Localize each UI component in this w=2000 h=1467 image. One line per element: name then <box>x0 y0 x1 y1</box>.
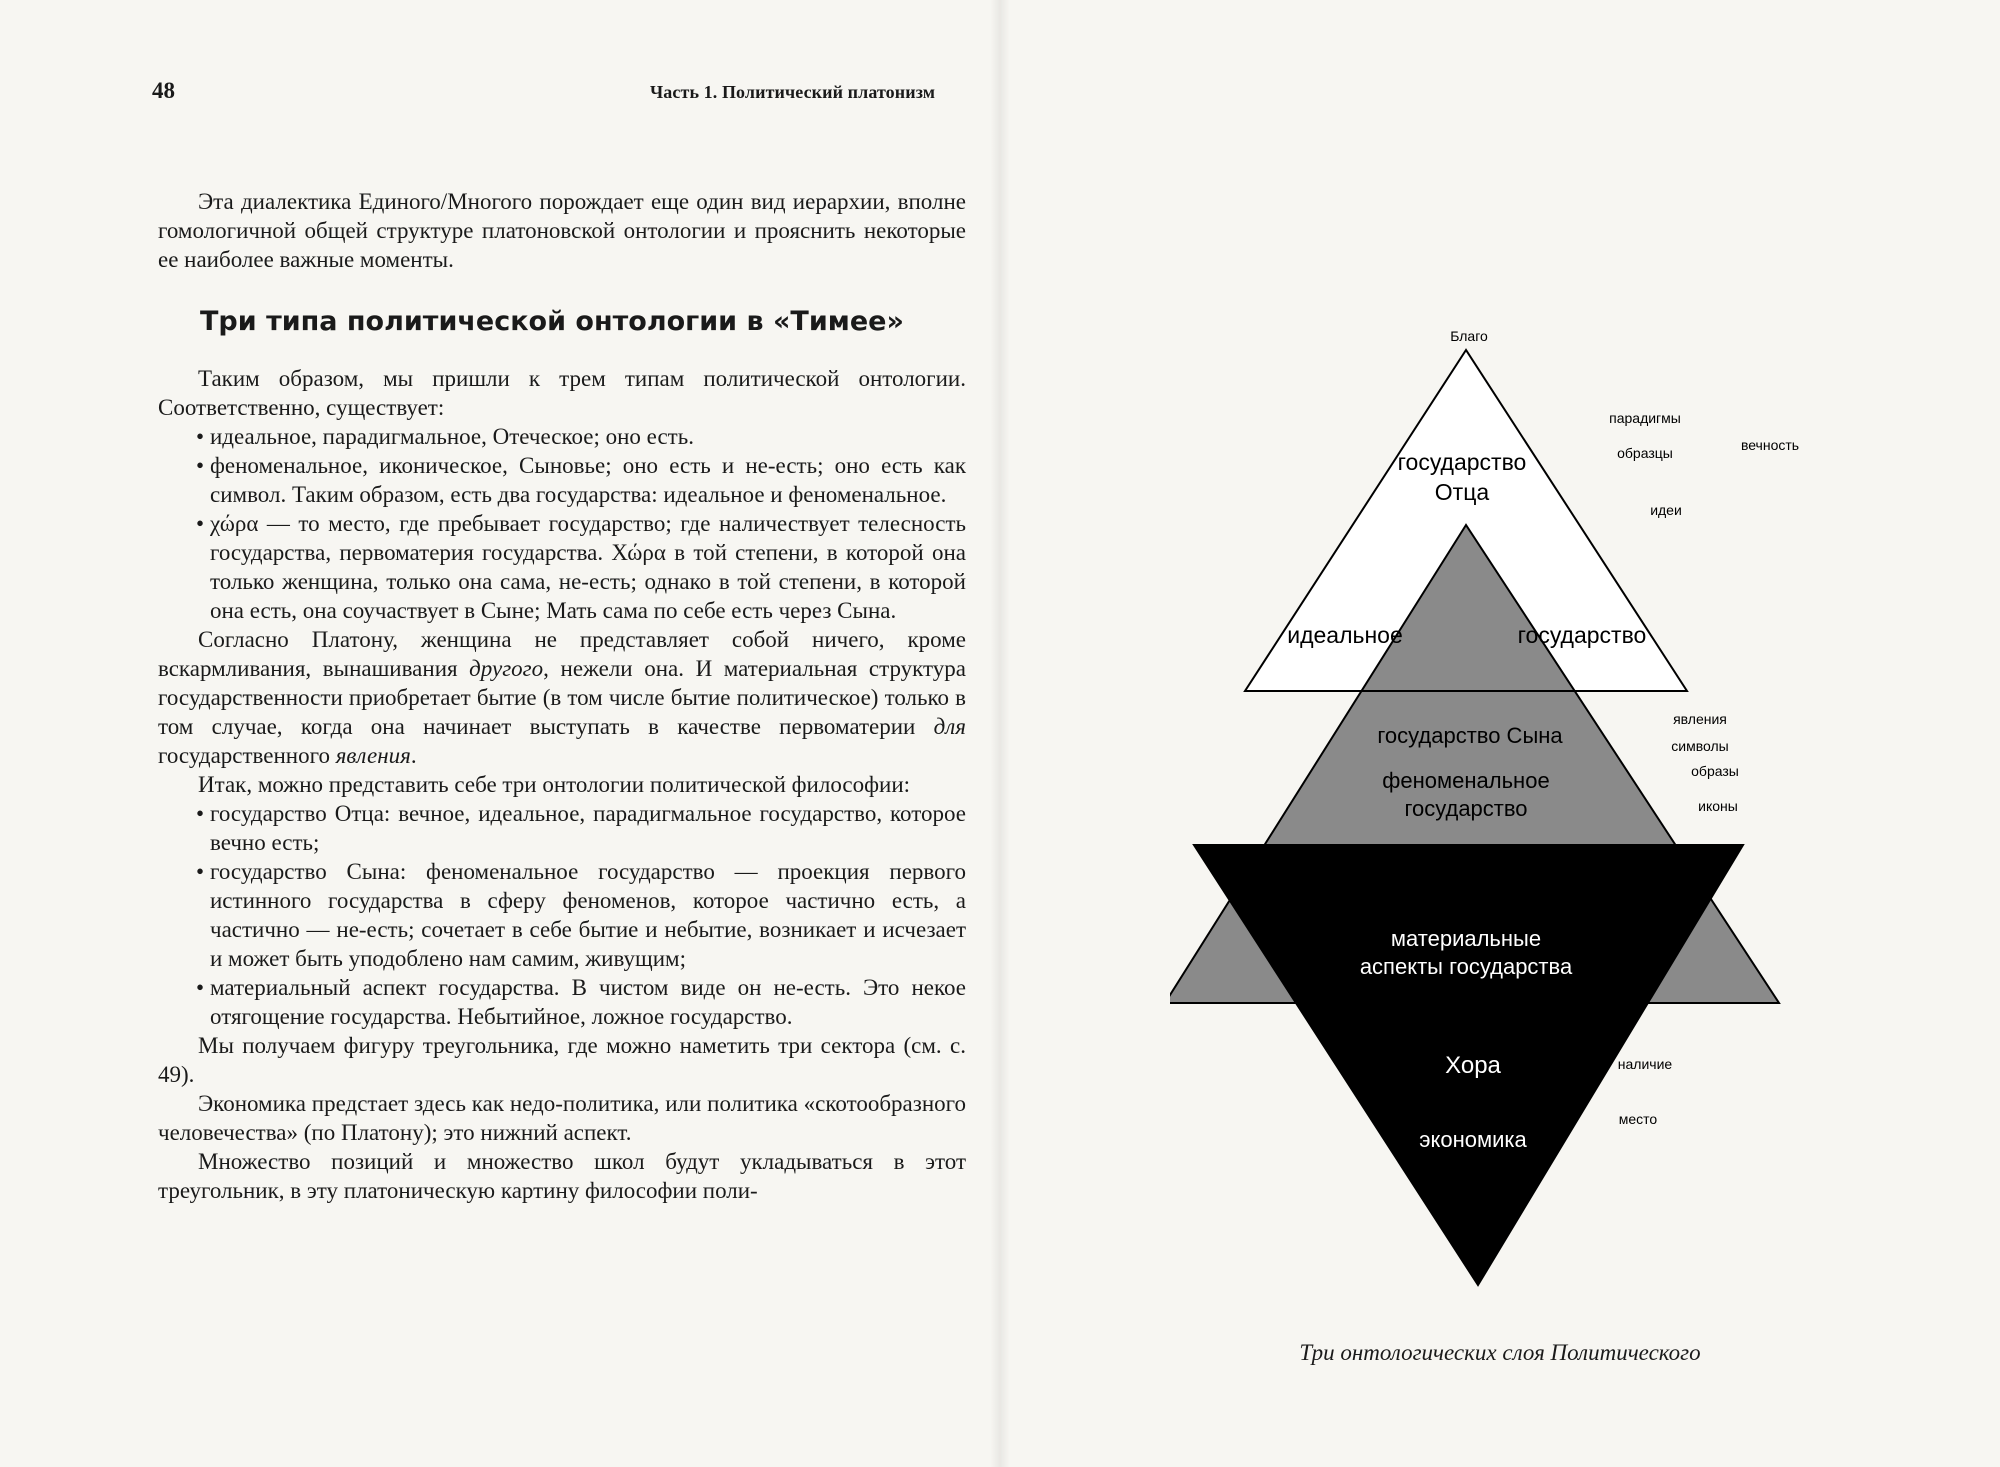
list-item: • материальный аспект государства. В чистом виде он не-есть. Это некое отягощение государства. Небытийное, ложное государство. <box>196 975 966 1029</box>
paragraph: Множество позиций и множество школ будут укладываться в этот треугольник, в эту платоническую картину философии поли- <box>158 1149 966 1203</box>
label-symbols: символы <box>1671 738 1729 754</box>
label-images: образы <box>1691 763 1739 779</box>
label-paradigms: парадигмы <box>1609 410 1681 426</box>
label-ideal-left: идеальное <box>1287 622 1403 648</box>
label-phenomenal-1: феноменальное <box>1382 768 1550 793</box>
label-place: место <box>1618 1111 1658 1127</box>
label-khora: Хора <box>1445 1052 1501 1079</box>
list-item: • государство Сына: феноменальное государство — проекция первого истинного государства в сферу феноменов, которое частично есть, а частично — не-есть; сочетает в себе бытие и небытие, возникает и исчезает и может быть уподоблено нам самим, живущим; <box>196 859 966 971</box>
label-phenomenal-2: государство <box>1404 796 1528 821</box>
label-father-state-2: Отца <box>1434 479 1490 505</box>
label-economy: экономика <box>1419 1127 1527 1152</box>
list-item: • идеальное, парадигмальное, Отеческое; оно есть. <box>196 424 694 449</box>
paragraph: Мы получаем фигуру треугольника, где можно наметить три сектора (см. с. 49). <box>158 1033 966 1087</box>
figure-caption: Три онтологических слоя Политического <box>1299 1340 1701 1365</box>
label-samples: образцы <box>1617 445 1673 461</box>
paragraph: Эта диалектика Единого/Многого порождает еще один вид иерархии, вполне гомологичной общей структуре платоновской онтологии и прояснить некоторые ее наиболее важные моменты. <box>158 189 966 272</box>
list-item: • феноменальное, иконическое, Сыновье; оно есть и не-есть; оно есть как символ. Таким образом, есть два государства: идеальное и феноменальное. <box>196 453 966 507</box>
page-number-left: 48 <box>152 78 175 103</box>
paragraph: Итак, можно представить себе три онтологии политической философии: <box>198 772 911 797</box>
running-head-left: Часть 1. Политический платонизм <box>650 82 936 102</box>
paragraph: Экономика предстает здесь как недо-политика, или политика «скотообразного человечества» (по Платону); это нижний аспект. <box>158 1091 966 1145</box>
label-phenomena: явления <box>1673 711 1727 727</box>
label-material-2: аспекты государства <box>1359 954 1573 979</box>
label-good: Благо <box>1450 328 1488 344</box>
list-item: • государство Отца: вечное, идеальное, парадигмальное государство, которое вечно есть; <box>196 801 966 855</box>
ontology-diagram <box>1170 318 1820 1308</box>
label-son-state: государство Сына <box>1377 723 1563 748</box>
label-icons: иконы <box>1698 798 1738 814</box>
label-ideas: идеи <box>1650 502 1682 518</box>
paragraph-top <box>158 187 966 274</box>
label-ideal-right: государство <box>1517 622 1647 648</box>
label-father-state-1: государство <box>1397 449 1527 475</box>
label-eternity: вечность <box>1740 437 1800 453</box>
paragraph: Таким образом, мы пришли к трем типам политической онтологии. Соответственно, существует: <box>158 366 966 420</box>
label-material-1: материальные <box>1390 926 1542 951</box>
list-item: • χώρα — то место, где пребывает государство; где наличествует телесность государства, первоматерия государства. Χώρα в той степени, в которой она только женщина, только она сама, не-есть; однако в той степени, в которой она есть, она соучаствует в Сыне; Мать сама по себе есть через Сына. <box>196 511 966 623</box>
section-heading: Три типа политической онтологии в «Тимее» <box>200 306 904 337</box>
label-presence: наличие <box>1617 1056 1673 1072</box>
body-text <box>158 364 966 1205</box>
paragraph: Согласно Платону, женщина не представляет собой ничего, кроме вскармливания, вынашивания другого, нежели она. И материальная структура государственности приобретает бытие (в том числе бытие политическое) только в том случае, когда она начинает выступать в качестве первоматерии для государственного явления. <box>158 627 966 768</box>
